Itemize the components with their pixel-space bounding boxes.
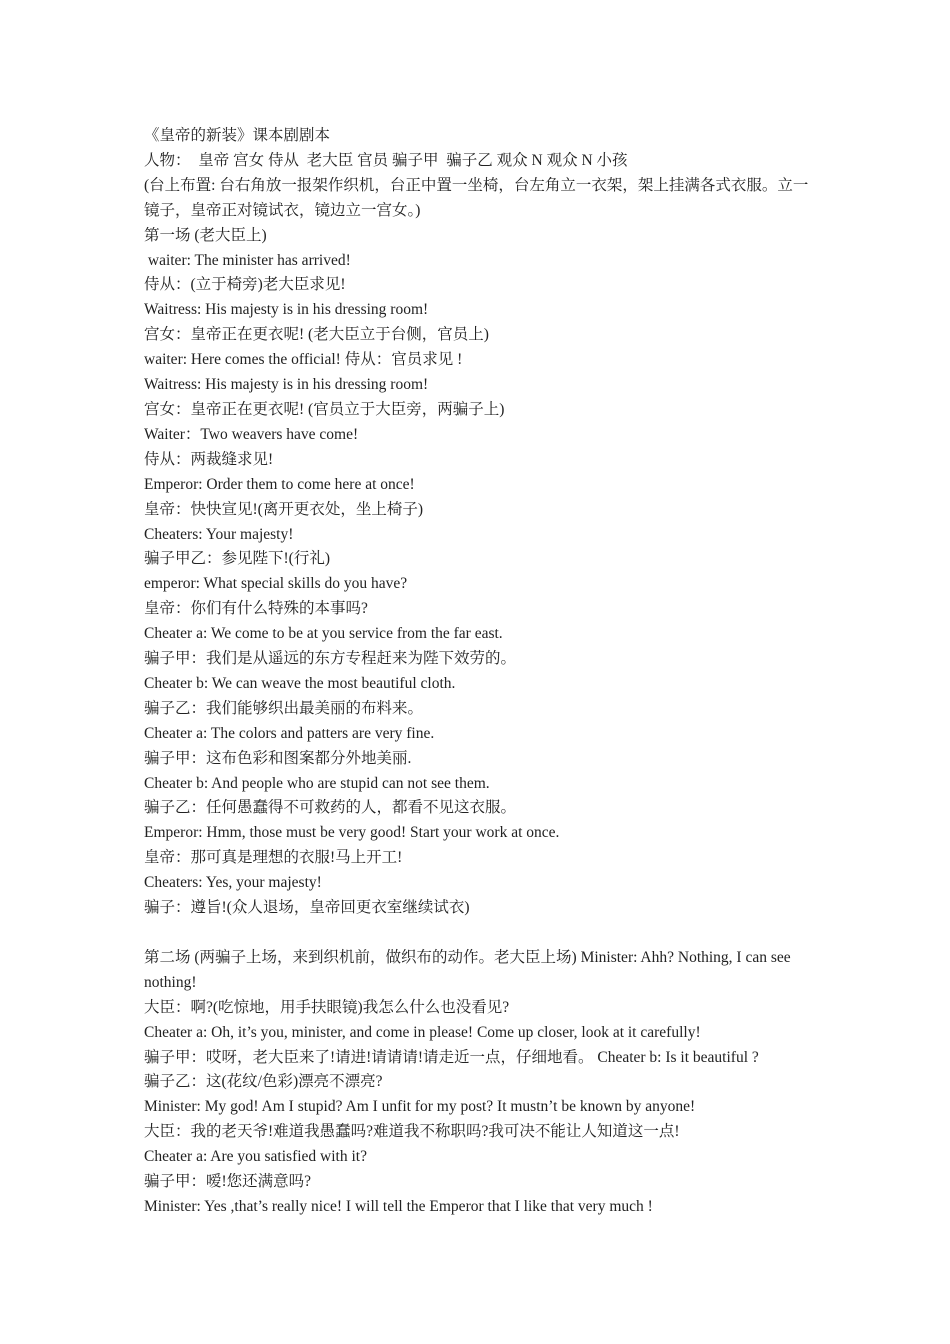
script-line: 骗子甲：嗳!您还满意吗? xyxy=(144,1173,312,1191)
scene-one-block xyxy=(144,149,816,921)
script-line: 皇帝：那可真是理想的衣服!马上开工! xyxy=(144,849,403,867)
paragraph-spacer xyxy=(144,921,816,946)
script-line: Emperor: Hmm, those must be very good! Start your work at once. xyxy=(144,824,560,842)
script-line: 宫女：皇帝正在更衣呢! (老大臣立于台侧，官员上) xyxy=(144,326,489,344)
script-line: Minister: My god! Am I stupid? Am I unfit for my post? It mustn’t be known by anyone! xyxy=(144,1098,696,1116)
script-line: Cheater a: Are you satisfied with it? xyxy=(144,1148,367,1166)
script-line: Cheaters: Yes, your majesty! xyxy=(144,874,322,892)
document-title: 《皇帝的新装》课本剧剧本 xyxy=(144,127,331,144)
script-line: waiter: Here comes the official! 侍从：官员求见 ! xyxy=(144,351,463,369)
script-line: emperor: What special skills do you have? xyxy=(144,575,408,593)
script-line: 骗子：遵旨!(众人退场，皇帝回更衣室继续试衣) xyxy=(144,899,470,917)
script-line: 骗子甲：哎呀，老大臣来了!请进!请请请!请走近一点，仔细地看。 Cheater b: Is it beautiful ? xyxy=(144,1048,759,1066)
script-line: 大臣：啊?(吃惊地，用手扶眼镜)我怎么什么也没看见? xyxy=(144,998,510,1016)
script-line: 骗子乙：我们能够织出最美丽的布料来。 xyxy=(144,699,424,717)
script-line: 皇帝：你们有什么特殊的本事吗? xyxy=(144,600,368,618)
script-line: 第二场 (两骗子上场，来到织机前，做织布的动作。老大臣上场) Minister: Ahh? Nothing, I can see nothing! xyxy=(144,948,791,991)
script-line: Minister: Yes ,that’s really nice! I will tell the Emperor that I like that very much ! xyxy=(144,1197,653,1215)
script-line: waiter: The minister has arrived! xyxy=(144,251,351,269)
script-line: 骗子甲：我们是从遥远的东方专程赶来为陛下效劳的。 xyxy=(144,650,517,668)
script-line: 骗子乙：任何愚蠢得不可救药的人，都看不见这衣服。 xyxy=(144,799,517,817)
document-page xyxy=(144,124,816,1220)
script-line: Emperor: Order them to come here at once! xyxy=(144,475,415,493)
script-line: 侍从：(立于椅旁)老大臣求见! xyxy=(144,276,346,294)
scene-two-block xyxy=(144,946,816,1220)
script-line: 骗子甲乙：参见陛下!(行礼) xyxy=(144,550,330,568)
script-line: 第一场 (老大臣上) xyxy=(144,226,267,244)
script-line: Cheater b: And people who are stupid can not see them. xyxy=(144,774,490,792)
script-line: 大臣：我的老天爷!难道我愚蠢吗?难道我不称职吗?我可决不能让人知道这一点! xyxy=(144,1123,680,1141)
script-line: Cheater a: We come to be at you service from the far east. xyxy=(144,625,503,643)
script-line: Cheaters: Your majesty! xyxy=(144,525,294,543)
script-line: 侍从：两裁缝求见! xyxy=(144,450,274,468)
script-line: Waitress: His majesty is in his dressing room! xyxy=(144,376,429,394)
script-line: Cheater b: We can weave the most beautiful cloth. xyxy=(144,674,456,692)
script-line: 皇帝：快快宣见!(离开更衣处，坐上椅子) xyxy=(144,500,423,518)
script-line: Cheater a: The colors and patters are very fine. xyxy=(144,724,435,742)
script-line: Cheater a: Oh, it’s you, minister, and come in please! Come up closer, look at it carefully! xyxy=(144,1023,701,1041)
script-line: 宫女：皇帝正在更衣呢! (官员立于大臣旁，两骗子上) xyxy=(144,400,505,418)
script-line: Waitress: His majesty is in his dressing room! xyxy=(144,301,429,319)
script-line: 骗子甲：这布色彩和图案都分外地美丽. xyxy=(144,749,412,767)
script-line: Waiter：Two weavers have come! xyxy=(144,425,359,443)
script-line: (台上布置: 台右角放一报架作织机，台正中置一坐椅，台左角立一衣架，架上挂满各式衣服。立一镜子，皇帝正对镜试衣，镜边立一宫女。) xyxy=(144,176,809,219)
script-line: 骗子乙：这(花纹/色彩)漂亮不漂亮? xyxy=(144,1073,383,1091)
script-line: 人物： 皇帝 宫女 侍从 老大臣 官员 骗子甲 骗子乙 观众 N 观众 N 小孩 xyxy=(144,151,628,169)
